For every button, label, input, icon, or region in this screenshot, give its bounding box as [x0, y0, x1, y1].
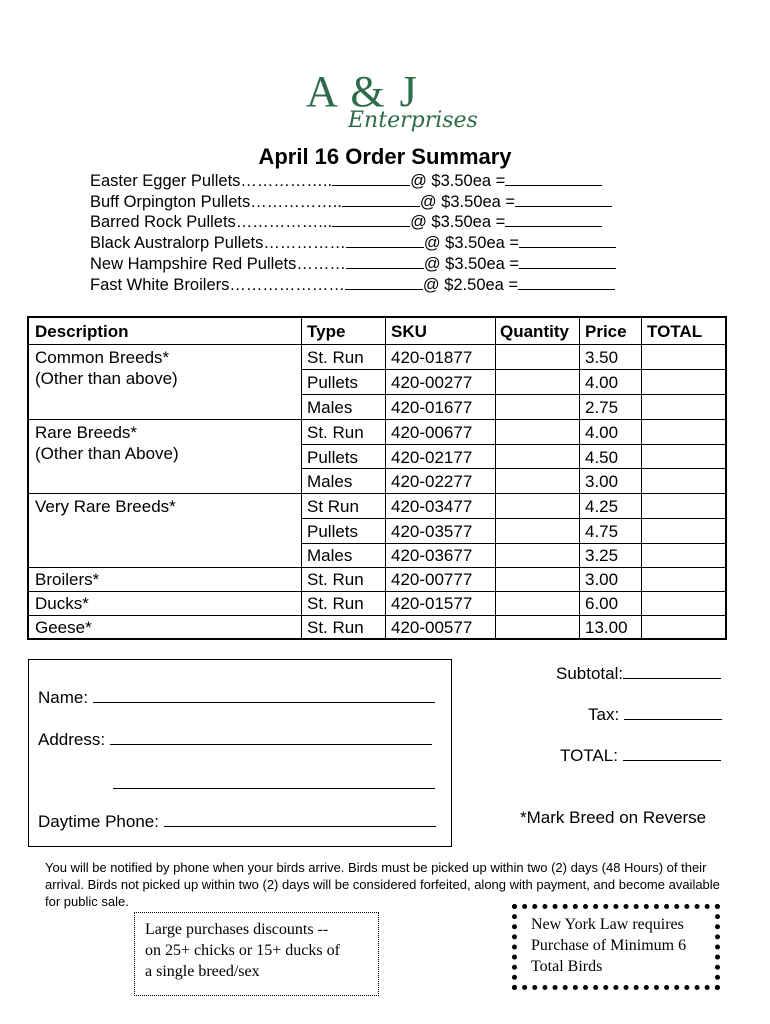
row-type: Males: [307, 398, 353, 417]
tax-label: Tax:: [588, 705, 620, 724]
row-price: 3.50: [585, 348, 619, 367]
header-sku: SKU: [391, 322, 427, 341]
qty-blank[interactable]: [332, 173, 410, 186]
header-total: TOTAL: [647, 322, 703, 341]
row-type: St Run: [307, 497, 359, 516]
row-price: 4.50: [585, 448, 619, 467]
total-blank[interactable]: [505, 214, 602, 227]
page-title: April 16 Order Summary: [258, 144, 512, 169]
qty-blank[interactable]: [346, 256, 424, 269]
row-price: 4.00: [585, 423, 619, 442]
pullet-line: [90, 172, 602, 191]
pullet-name: Buff Orpington Pullets……………..: [90, 193, 342, 211]
group-description: Geese*: [35, 618, 92, 637]
row-type: Males: [307, 546, 353, 565]
qty-blank[interactable]: [342, 194, 420, 207]
row-type: Pullets: [307, 448, 359, 467]
total-label: TOTAL:: [560, 746, 618, 765]
group-description: Ducks*: [35, 594, 89, 613]
pullet-price: @ $2.50ea =: [422, 276, 519, 294]
ny-law-line: Purchase of Minimum 6: [531, 937, 687, 954]
row-type: Males: [307, 472, 353, 491]
row-price: 3.25: [585, 546, 619, 565]
row-price: 4.25: [585, 497, 619, 516]
group-description: Common Breeds*: [35, 348, 170, 367]
header-description: Description: [35, 322, 129, 341]
row-price: 4.00: [585, 373, 619, 392]
row-sku: 420-02277: [391, 472, 473, 491]
pullet-name: Fast White Broilers…………………: [90, 276, 345, 294]
total-blank[interactable]: [519, 256, 616, 269]
pullet-line: [90, 276, 615, 295]
pullet-price: @ $3.50ea =: [423, 234, 520, 252]
qty-blank[interactable]: [346, 235, 424, 248]
row-sku: 420-01577: [391, 594, 473, 613]
discount-box: [134, 912, 379, 996]
ny-law-box: [512, 904, 720, 990]
subtotal-label: Subtotal:: [556, 664, 624, 683]
total-blank[interactable]: [518, 277, 615, 290]
row-price: 13.00: [585, 618, 628, 637]
pullet-price: @ $3.50ea =: [423, 255, 520, 273]
pullet-line: [90, 193, 612, 212]
row-sku: 420-01877: [391, 348, 473, 367]
row-type: St. Run: [307, 348, 364, 367]
header-type: Type: [307, 322, 346, 341]
mark-breed-note: *Mark Breed on Reverse: [520, 808, 707, 827]
name-field[interactable]: [38, 688, 435, 708]
row-sku: 420-03577: [391, 522, 473, 541]
row-sku: 420-00777: [391, 570, 473, 589]
total-field[interactable]: [560, 746, 721, 766]
pullet-line: [90, 234, 616, 253]
discount-line: on 25+ chicks or 15+ ducks of: [145, 942, 340, 959]
pullet-price: @ $3.50ea =: [419, 193, 516, 211]
pullet-name: Barred Rock Pullets……………...: [90, 213, 333, 231]
logo-sub-text: Enterprises: [348, 108, 478, 133]
row-price: 4.75: [585, 522, 619, 541]
subtotal-field[interactable]: [556, 664, 721, 684]
discount-line: Large purchases discounts --: [145, 921, 329, 938]
total-blank[interactable]: [515, 194, 612, 207]
logo-main-text: A & J: [306, 67, 419, 116]
phone-label: Daytime Phone:: [38, 812, 159, 831]
qty-blank[interactable]: [345, 277, 423, 290]
row-type: St. Run: [307, 594, 364, 613]
pullet-line: [90, 255, 616, 274]
tax-field[interactable]: [588, 705, 722, 725]
row-sku: 420-01677: [391, 398, 473, 417]
customer-info-box: [28, 659, 452, 847]
total-blank[interactable]: [505, 173, 602, 186]
address-field[interactable]: [38, 730, 432, 750]
row-price: 3.00: [585, 570, 619, 589]
group-description: Broilers*: [35, 570, 100, 589]
address-field-line2[interactable]: [113, 774, 435, 794]
row-type: St. Run: [307, 570, 364, 589]
row-type: St. Run: [307, 618, 364, 637]
group-description: Very Rare Breeds*: [35, 497, 176, 516]
row-sku: 420-02177: [391, 448, 473, 467]
row-sku: 420-00677: [391, 423, 473, 442]
name-label: Name:: [38, 688, 89, 707]
group-description-note: (Other than Above): [35, 444, 179, 463]
company-logo: [300, 67, 478, 140]
total-blank[interactable]: [519, 235, 616, 248]
order-table: [27, 316, 727, 640]
group-description-note: (Other than above): [35, 369, 178, 388]
row-sku: 420-03677: [391, 546, 473, 565]
pullet-name: Easter Egger Pullets……………..: [90, 172, 333, 190]
group-description: Rare Breeds*: [35, 423, 138, 442]
qty-blank[interactable]: [332, 214, 410, 227]
pullet-name: Black Australorp Pullets……………: [90, 234, 346, 252]
row-type: St. Run: [307, 423, 364, 442]
ny-law-line: Total Birds: [531, 958, 603, 975]
row-type: Pullets: [307, 373, 359, 392]
row-price: 6.00: [585, 594, 619, 613]
header-price: Price: [585, 322, 627, 341]
address-label: Address:: [38, 730, 106, 749]
row-sku: 420-03477: [391, 497, 473, 516]
phone-field[interactable]: [38, 812, 436, 832]
pullet-line: [90, 213, 602, 232]
discount-line: a single breed/sex: [145, 963, 260, 980]
row-sku: 420-00577: [391, 618, 473, 637]
pullet-name: New Hampshire Red Pullets………: [90, 255, 346, 273]
row-price: 2.75: [585, 398, 619, 417]
pullet-price: @ $3.50ea =: [410, 213, 506, 231]
header-quantity: Quantity: [500, 322, 569, 341]
row-price: 3.00: [585, 472, 619, 491]
row-type: Pullets: [307, 522, 359, 541]
ny-law-line: New York Law requires: [531, 916, 684, 933]
row-sku: 420-00277: [391, 373, 473, 392]
pickup-notice: You will be notified by phone when your birds arrive. Birds must be picked up within two (2) days (48 Hours) of their arrival. Birds not picked up within two (2) days will be considered forfeited, along with payment, and become available for public sale.: [45, 860, 720, 909]
pullet-price: @ $3.50ea =: [410, 172, 506, 190]
